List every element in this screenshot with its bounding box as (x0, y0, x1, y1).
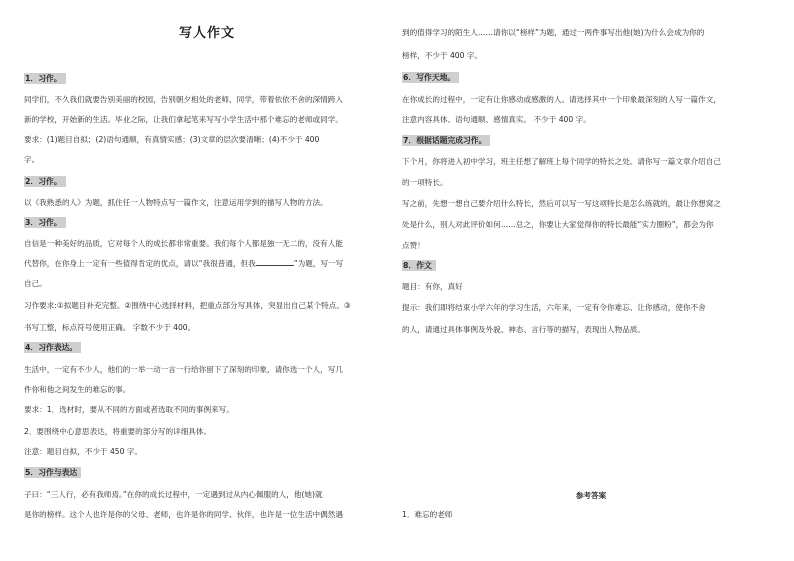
section-1-heading: 1．习作。 (24, 73, 66, 84)
section-6-line: 注意内容具体、语句通顺、感情真实。 不少于 400 字。 (402, 115, 591, 124)
fill-in-blank (256, 265, 294, 266)
section-1-line: 字。 (24, 155, 40, 164)
section-3-requirement: 习作要求:①拟题目补充完整。②围绕中心选择材料，把重点部分写具体，突显出自己某个特点。③ (24, 301, 351, 310)
section-7-line: 的一项特长。 (402, 178, 448, 187)
section-6-heading: 6．写作天地。 (402, 72, 459, 83)
answers-title: 参考答案 (575, 491, 607, 500)
section-8-line: 题目：有你，真好 (402, 282, 463, 291)
section-7-heading: 7．根据话题完成习作。 (402, 135, 490, 146)
section-8-heading: 8．作文 (402, 260, 436, 271)
section-5-line: 子曰：“三人行，必有我师焉。”在你的成长过程中，一定遇到过从内心佩服的人，他(她)就 (24, 490, 323, 499)
section-4-line: 要求：1．选材时，要从不同的方面或者选取不同的事例来写。 (24, 405, 234, 414)
section-7-line: 处是什么，别人对此评价如何……总之，你要让大家觉得你的特长最能“实力圈粉”，都会为你 (402, 220, 714, 229)
section-8-line: 提示：我们即将结束小学六年的学习生活，六年来，一定有令你难忘、让你感动，使你不舍 (402, 303, 706, 312)
section-3-line: 自己。 (24, 279, 47, 288)
section-2-line: 以《我熟悉的人》为题，抓住任一人物特点写一篇作文，注意运用学到的描写人物的方法。 (24, 198, 328, 207)
section-7-line: 写之前，先想一想自己要介绍什么特长，然后可以写一写这项特长是怎么练就的，最让你想窝之 (402, 199, 721, 208)
section-1-line: 同学们，不久我们就要告别美丽的校园，告别朝夕相处的老师、同学，带着依依不舍的深情跨入 (24, 95, 343, 104)
section-4-line: 注意：题目自拟，不少于 450 字。 (24, 447, 143, 456)
section-4-line: 件你和他之间发生的难忘的事。 (24, 385, 131, 394)
section-2-heading: 2．习作。 (24, 176, 66, 187)
section-5-continued-line: 榜样，不少于 400 字。 (402, 51, 483, 60)
section-3-line-part: 代替你，在你身上一定有一些值得肯定的优点，请以“我很普通，但我 (24, 259, 256, 268)
section-4-line: 生活中，一定有不少人，他们的一举一动一言一行给你留下了深刻的印象，请你选一个人，写几 (24, 365, 343, 374)
section-7-line: 下个月，你将进入初中学习，班主任想了解班上每个同学的特长之处。请你写一篇文章介绍自己 (402, 157, 721, 166)
section-5-line: 是你的榜样。这个人也许是你的父母、老师，也许是你的同学、伙伴，也许是一位生活中偶然遇 (24, 510, 343, 519)
section-3-requirement: 书写工整，标点符号使用正确。 字数不少于 400。 (24, 323, 196, 332)
section-1-line: 要求：(1)题目自拟；(2)语句通顺，有真情实感；(3)文章的层次要清晰；(4)不少于 400 (24, 135, 320, 144)
section-4-line: 2．要围绕中心意思表达，将重要的部分写的详细具体。 (24, 427, 212, 436)
section-3-line-part: ”为题，写一写 (293, 259, 344, 268)
section-3-line (24, 260, 343, 268)
section-3-line: 自信是一种美好的品质，它对每个人的成长都非常重要。我们每个人都是独一无二的，没有人能 (24, 239, 343, 248)
section-1-line: 新的学校，开始新的生活。毕业之际，让我们拿起笔来写写小学生活中那个难忘的老师或同学。 (24, 115, 343, 124)
section-4-heading: 4．习作表达。 (24, 342, 81, 353)
section-8-line: 的人，请通过具体事例及外貌、神态、言行等的描写，表现出人物品质。 (402, 325, 645, 334)
answer-line: 1．难忘的老师 (402, 510, 453, 519)
section-3-heading: 3．习作。 (24, 217, 66, 228)
section-5-heading: 5．习作与表达 (24, 467, 81, 478)
section-6-line: 在你成长的过程中，一定有让你感动或感激的人。请选择其中一个印象最深刻的人写一篇作文， (402, 95, 721, 104)
page-title: 写人作文 (178, 26, 235, 41)
section-7-line: 点赞！ (402, 241, 425, 250)
section-5-continued-line: 到的值得学习的陌生人……请你以“榜样”为题，通过一两件事写出他(她)为什么会成为你的 (402, 28, 705, 37)
